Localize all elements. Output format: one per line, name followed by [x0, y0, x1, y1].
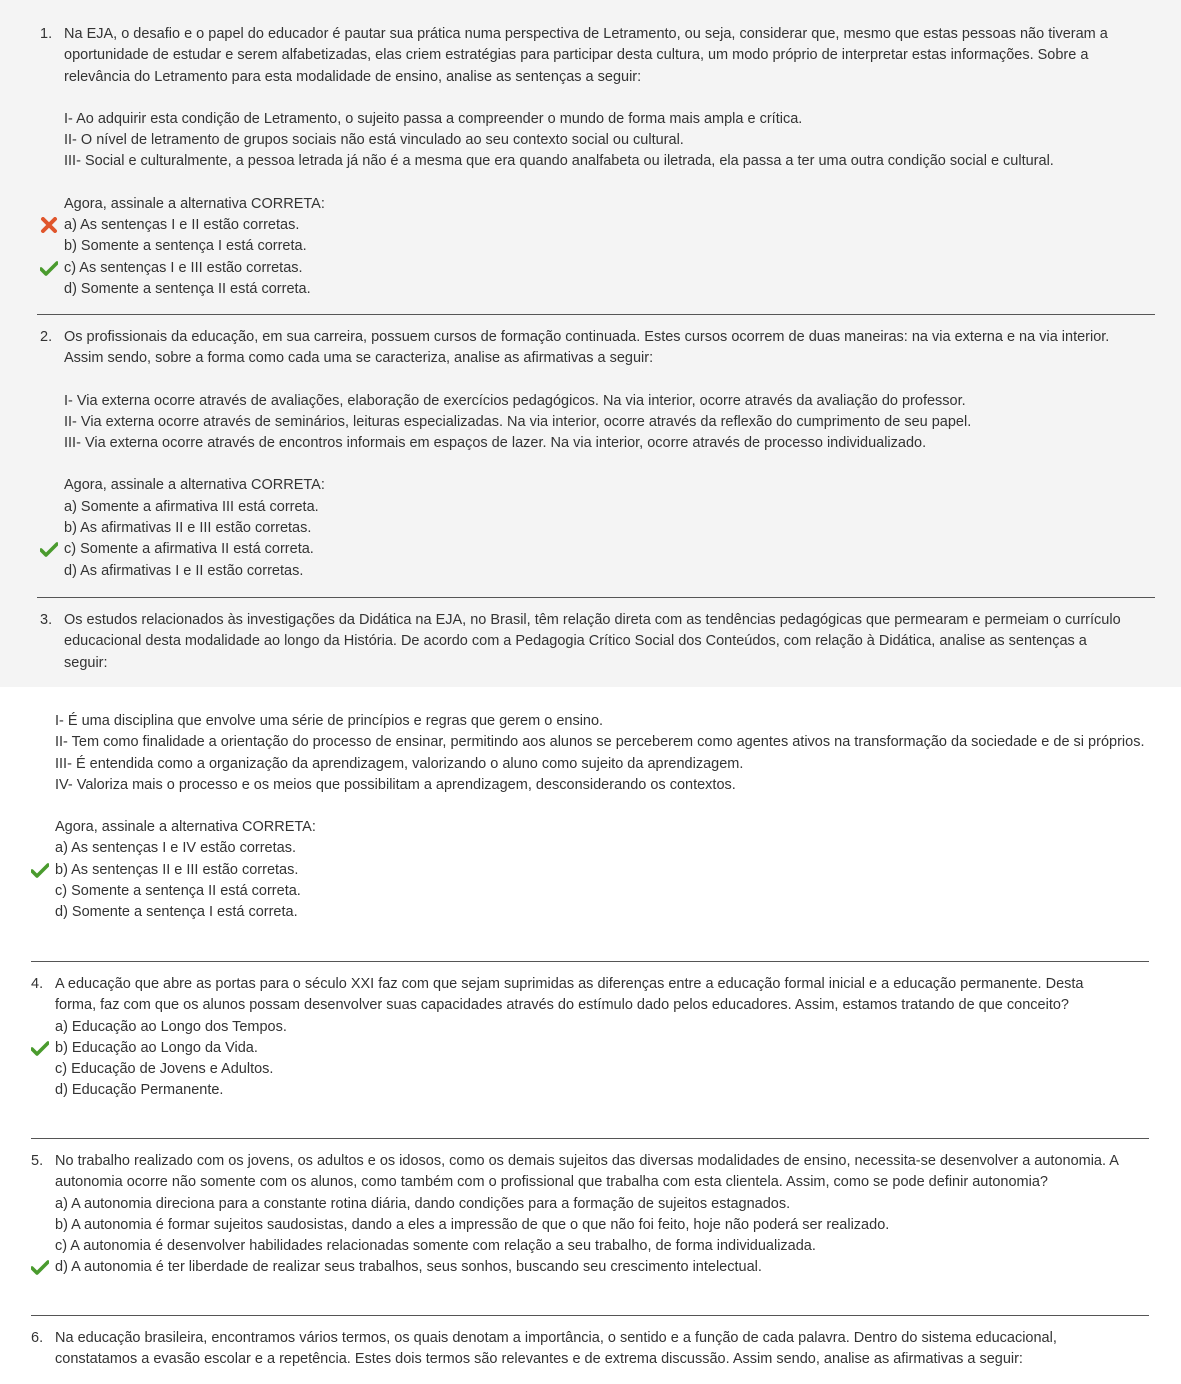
question-stem: Os estudos relacionados às investigações da Didática na EJA, no Brasil, têm relação direta com as tendências pedagógicas que permearam e permeiam o currículo educacional desta modalidade ao longo da História. De acordo com a Pedagogia Crítico Social dos Conteúdos, com relação à Didática, analise as sentenças a seguir:	[64, 612, 1121, 671]
question-number: 1.	[40, 26, 53, 42]
question-separator	[31, 961, 1149, 962]
statement-1: I- Ao adquirir esta condição de Letramento, o sujeito passa a compreender o mundo de forma mais ampla e crítica.	[64, 110, 803, 127]
option-text: a) A autonomia direciona para a constante rotina diária, dando condições para a formação de sujeitos estagnados.	[55, 1195, 791, 1212]
statement-3: III- Via externa ocorre através de encontros informais em espaços de lazer. Na via interior, ocorre através de processo individualizado.	[64, 435, 927, 452]
statement-2: II- Tem como finalidade a orientação do processo de ensinar, permitindo aos alunos se perceberem como agentes ativos na transformação da sociedade e de si próprios.	[55, 734, 1145, 751]
option-c[interactable]	[55, 1059, 1121, 1080]
question-stem: No trabalho realizado com os jovens, os adultos e os idosos, como os demais sujeitos das diversas modalidades de ensino, necessita-se desenvolver a autonomia. A autonomia ocorre não somente com os alunos, como também com o profissional que trabalha com esta clientela. Assim, como se pode definir autonomia?	[55, 1153, 1119, 1191]
option-a[interactable]	[64, 215, 1130, 236]
option-text: c) As sentenças I e III estão corretas.	[64, 259, 303, 276]
option-text: b) As afirmativas II e III estão corretas.	[64, 520, 312, 537]
option-a[interactable]	[64, 497, 1130, 518]
option-text: b) Educação ao Longo da Vida.	[55, 1039, 258, 1056]
option-d[interactable]	[64, 279, 1130, 300]
option-text: a) As sentenças I e IV estão corretas.	[55, 840, 296, 857]
option-a[interactable]	[55, 1017, 1121, 1038]
answer-prompt: Agora, assinale a alternativa CORRETA:	[64, 195, 325, 212]
option-b[interactable]	[64, 236, 1130, 257]
option-text: c) Somente a afirmativa II está correta.	[64, 541, 314, 558]
statement-3: III- É entendida como a organização da aprendizagem, valorizando o aluno como sujeito da aprendizagem.	[55, 755, 744, 772]
correct-check-icon	[40, 541, 58, 557]
question-4	[31, 974, 1121, 1102]
statement-2: II- Via externa ocorre através de seminários, leituras especializadas. Na via interior, ocorre através da reflexão do cumprimento de seu papel.	[64, 413, 972, 430]
statement-1: I- É uma disciplina que envolve uma série de princípios e regras que gerem o ensino.	[55, 713, 604, 729]
option-text: a) Somente a afirmativa III está correta.	[64, 498, 319, 515]
question-1	[40, 24, 1130, 300]
wrong-cross-icon	[40, 217, 58, 233]
question-3	[40, 610, 1130, 674]
question-number: 6.	[31, 1330, 44, 1346]
screenshot-panel-top	[0, 0, 1181, 687]
question-separator	[31, 1138, 1149, 1139]
question-stem: A educação que abre as portas para o século XXI faz com que sejam suprimidas as diferenças entre a educação formal inicial e a educação permanente. Desta forma, faz com que os alunos possam desenvolver suas capacidades através do estímulo dado pelos educadores. Assim, estamos tratando de que conceito?	[55, 976, 1084, 1014]
option-text: b) A autonomia é formar sujeitos saudosistas, dando a eles a impressão de que o que não foi feito, hoje não poderá ser realizado.	[55, 1216, 890, 1233]
correct-check-icon	[40, 260, 58, 276]
answer-prompt: Agora, assinale a alternativa CORRETA:	[55, 819, 316, 836]
option-text: d) Somente a sentença II está correta.	[64, 280, 311, 297]
question-stem: Na EJA, o desafio e o papel do educador é pautar sua prática numa perspectiva de Letramento, ou seja, considerar que, mesmo que estas pessoas não tiveram a oportunidade de estudar e serem alfabetizadas, elas criem estratégias para participar desta cultura, um modo próprio de interpretar estas informações. Sobre a relevância do Letramento para esta modalidade de ensino, analise as sentenças a seguir:	[64, 26, 1108, 85]
statement-3: III- Social e culturalmente, a pessoa letrada já não é a mesma que era quando analfabeta ou iletrada, ela passa a ter uma outra condição social e cultural.	[64, 153, 1054, 170]
option-d[interactable]	[64, 561, 1130, 582]
question-5	[31, 1151, 1131, 1279]
option-d[interactable]	[55, 1257, 1131, 1278]
option-text: b) Somente a sentença I está correta.	[64, 238, 307, 255]
screenshot-panel-bottom	[0, 692, 1181, 1384]
statement-2: II- O nível de letramento de grupos sociais não está vinculado ao seu contexto social ou cultural.	[64, 132, 684, 149]
option-text: a) Educação ao Longo dos Tempos.	[55, 1018, 287, 1035]
option-a[interactable]	[55, 838, 1145, 859]
question-separator	[37, 314, 1155, 315]
question-6	[31, 1328, 1131, 1371]
option-a[interactable]	[55, 1194, 1131, 1215]
option-c[interactable]	[55, 881, 1145, 902]
statement-1: I- Via externa ocorre através de avaliações, elaboração de exercícios pedagógicos. Na via interior, ocorre através da avaliação do professor.	[64, 392, 966, 409]
question-stem: Na educação brasileira, encontramos vários termos, os quais denotam a importância, o sentido e a função de cada palavra. Dentro do sistema educacional, constatamos a evasão escolar e a repetência. Estes dois termos são relevantes e de extrema discussão. Assim sendo, analise as afirmativas a seguir:	[55, 1330, 1057, 1368]
option-d[interactable]	[55, 1080, 1121, 1101]
option-b[interactable]	[55, 860, 1145, 881]
option-text: d) Somente a sentença I está correta.	[55, 904, 298, 921]
option-c[interactable]	[64, 539, 1130, 560]
question-number: 5.	[31, 1153, 44, 1169]
option-b[interactable]	[55, 1215, 1131, 1236]
option-text: d) Educação Permanente.	[55, 1082, 224, 1099]
question-separator	[31, 1315, 1149, 1316]
option-text: d) As afirmativas I e II estão corretas.	[64, 562, 304, 579]
correct-check-icon	[31, 862, 49, 878]
option-text: c) A autonomia é desenvolver habilidades relacionadas somente com relação a seu trabalho, de forma individualizada.	[55, 1238, 816, 1255]
correct-check-icon	[31, 1040, 49, 1056]
option-c[interactable]	[55, 1236, 1131, 1257]
question-number: 2.	[40, 329, 53, 345]
answer-prompt: Agora, assinale a alternativa CORRETA:	[64, 477, 325, 494]
question-stem: Os profissionais da educação, em sua carreira, possuem cursos de formação continuada. Estes cursos ocorrem de duas maneiras: na via externa e na via interior. Assim sendo, sobre a forma como cada uma se caracteriza, analise as afirmativas a seguir:	[64, 329, 1110, 367]
option-c[interactable]	[64, 258, 1130, 279]
statement-4: IV- Valoriza mais o processo e os meios que possibilitam a aprendizagem, desconsiderando os contextos.	[55, 776, 736, 793]
option-text: a) As sentenças I e II estão corretas.	[64, 217, 300, 234]
question-separator	[37, 597, 1155, 598]
option-text: c) Somente a sentença II está correta.	[55, 883, 301, 900]
option-b[interactable]	[64, 518, 1130, 539]
option-b[interactable]	[55, 1038, 1121, 1059]
option-text: b) As sentenças II e III estão corretas.	[55, 861, 299, 878]
option-d[interactable]	[55, 902, 1145, 923]
question-number: 4.	[31, 976, 44, 992]
option-text: c) Educação de Jovens e Adultos.	[55, 1061, 274, 1078]
option-text: d) A autonomia é ter liberdade de realizar seus trabalhos, seus sonhos, buscando seu crescimento intelectual.	[55, 1259, 762, 1276]
question-2	[40, 327, 1130, 582]
correct-check-icon	[31, 1259, 49, 1275]
question-number: 3.	[40, 612, 53, 628]
question-3-continued	[55, 711, 1145, 924]
